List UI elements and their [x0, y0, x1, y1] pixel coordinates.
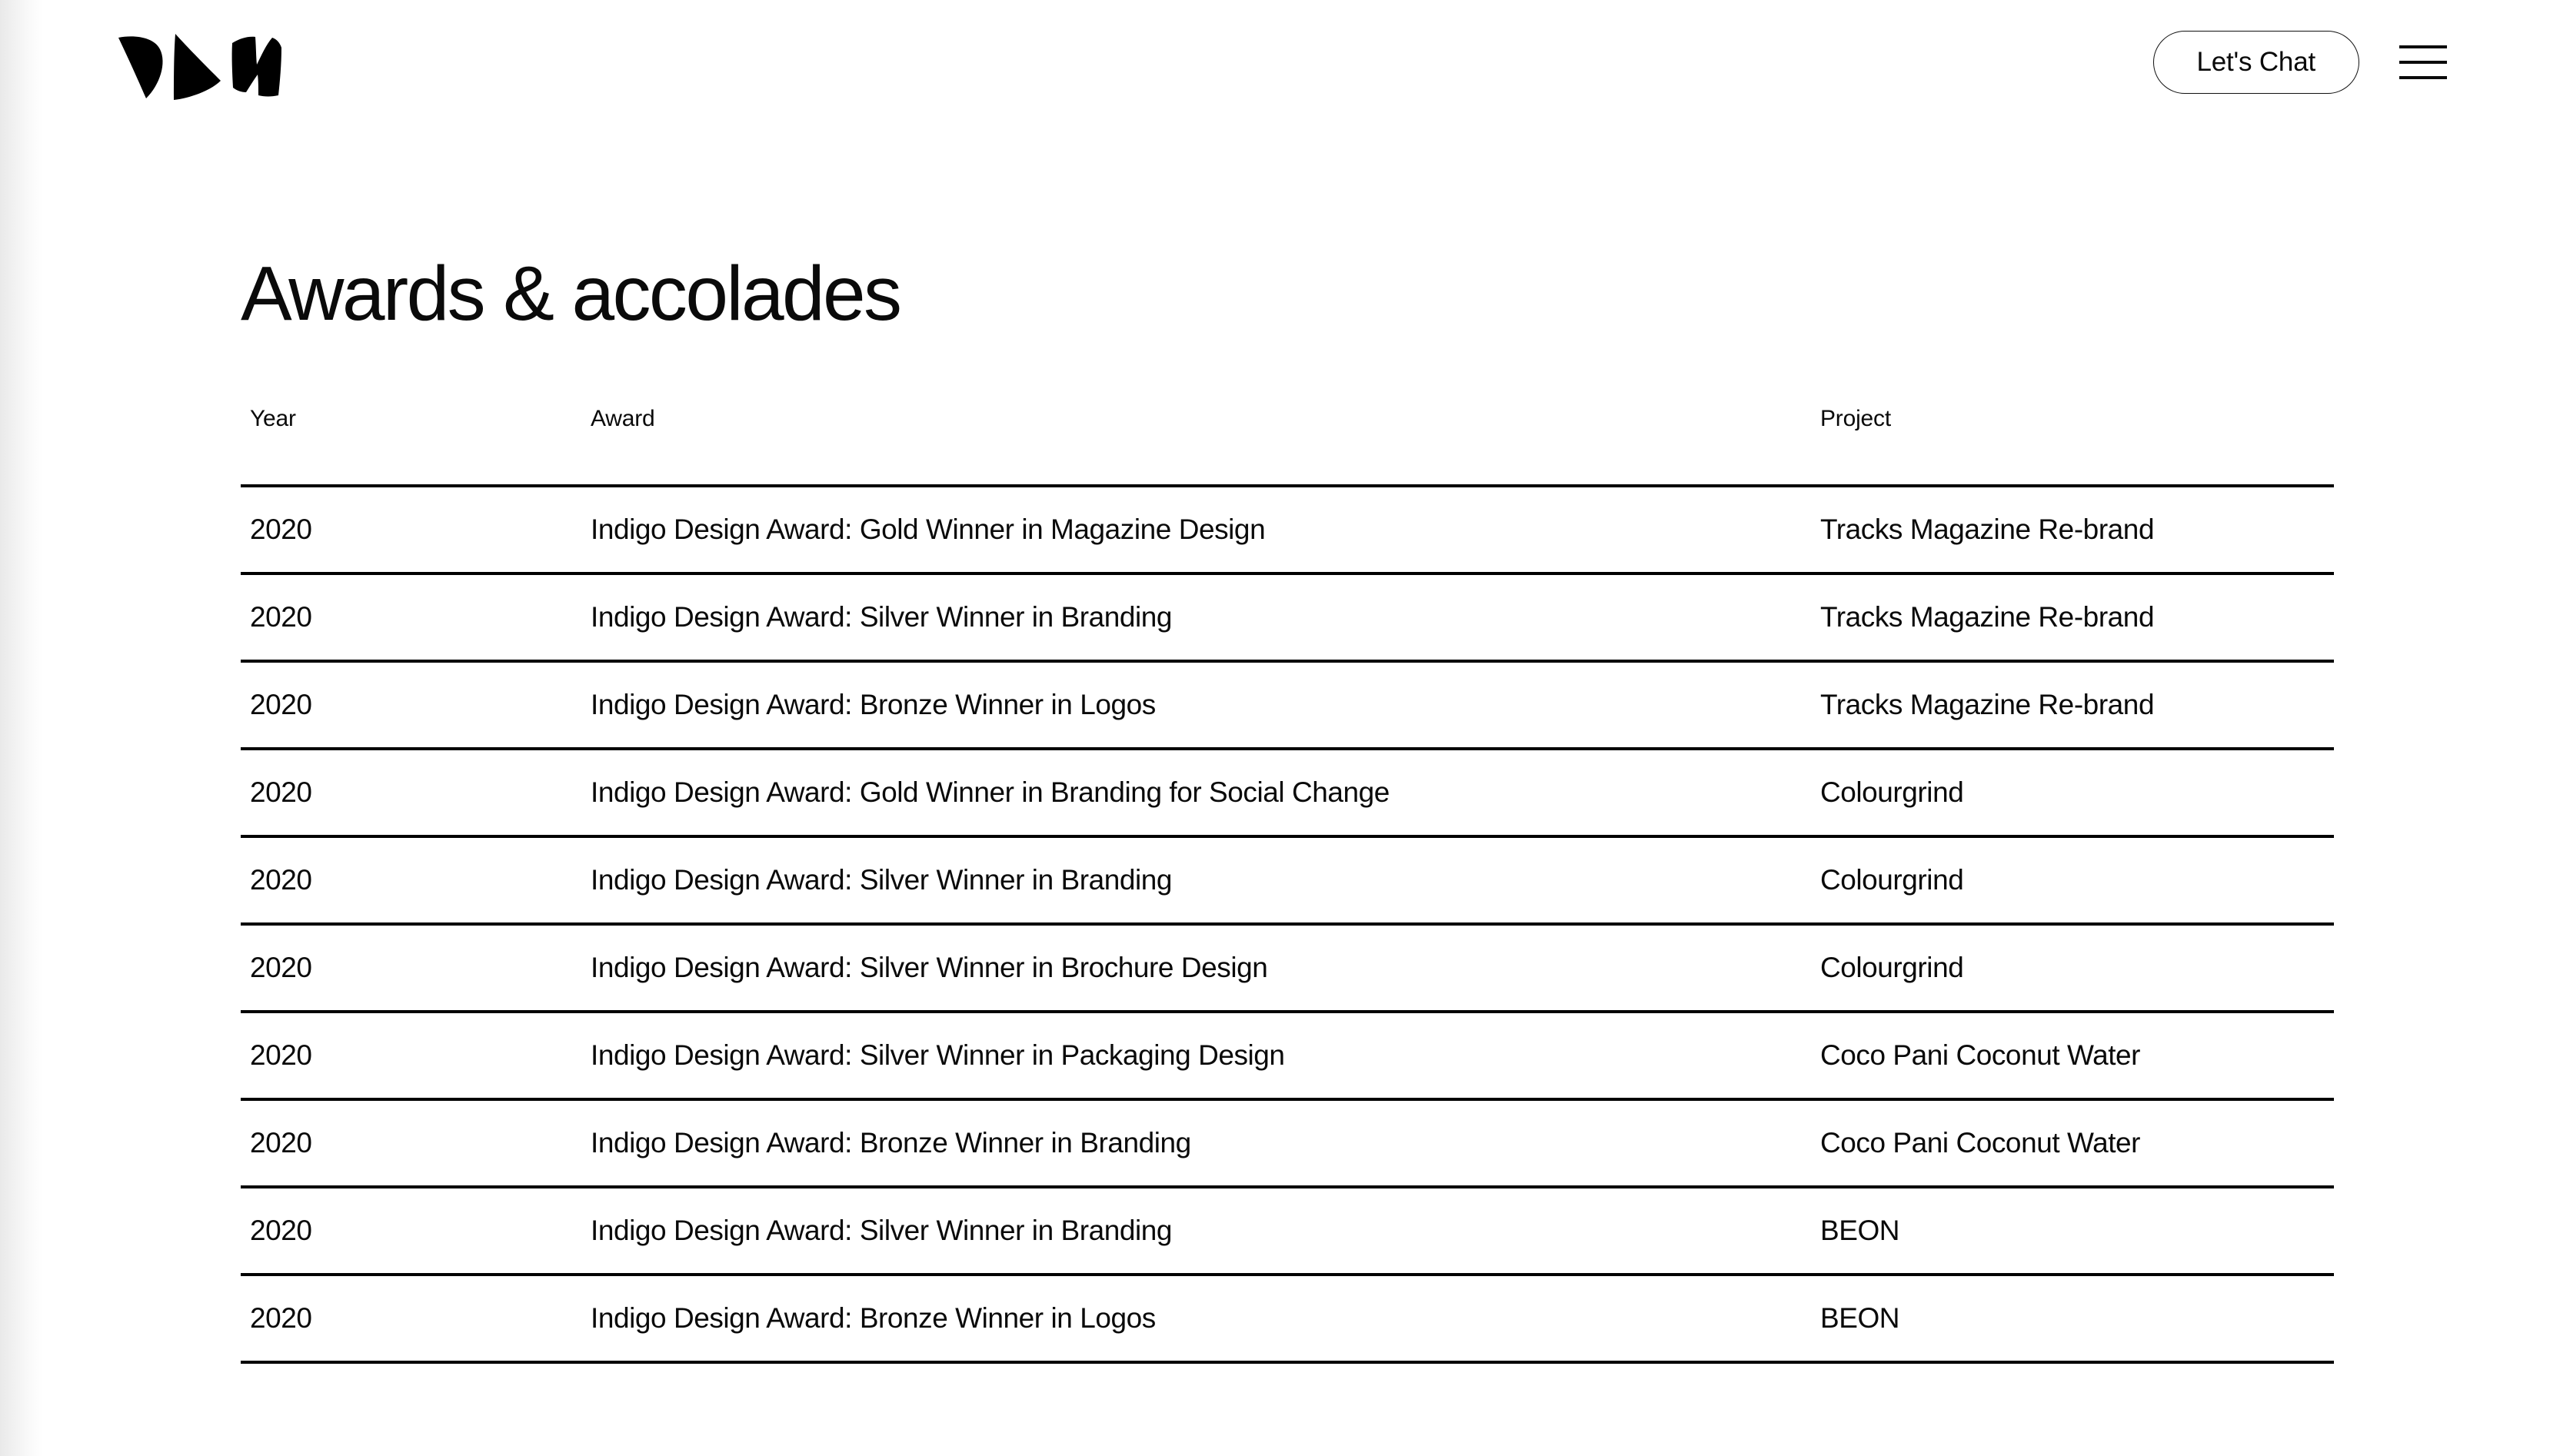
- cell-award: Indigo Design Award: Silver Winner in Brochure Design: [591, 924, 1820, 1012]
- cell-project: Tracks Magazine Re-brand: [1820, 573, 2334, 661]
- table-row: [241, 836, 2334, 924]
- header-actions: [2153, 31, 2570, 94]
- hamburger-bar: [2399, 61, 2447, 64]
- table-row: [241, 661, 2334, 749]
- cell-award: Indigo Design Award: Gold Winner in Magazine Design: [591, 486, 1820, 573]
- cell-project: Colourgrind: [1820, 836, 2334, 924]
- lets-chat-button[interactable]: Let's Chat: [2153, 31, 2360, 94]
- table-row: [241, 486, 2334, 573]
- cell-award: Indigo Design Award: Bronze Winner in Logos: [591, 661, 1820, 749]
- cell-year: 2020: [241, 1099, 591, 1187]
- cell-project: Tracks Magazine Re-brand: [1820, 486, 2334, 573]
- hamburger-bar: [2399, 45, 2447, 48]
- table-row: [241, 1187, 2334, 1275]
- page-edge-shadow: [0, 0, 43, 1456]
- column-header-year: Year: [241, 406, 591, 486]
- cell-year: 2020: [241, 836, 591, 924]
- cell-project: Colourgrind: [1820, 749, 2334, 836]
- cell-year: 2020: [241, 486, 591, 573]
- cell-award: Indigo Design Award: Silver Winner in Branding: [591, 573, 1820, 661]
- cell-project: Tracks Magazine Re-brand: [1820, 661, 2334, 749]
- table-row: [241, 749, 2334, 836]
- cell-award: Indigo Design Award: Gold Winner in Branding for Social Change: [591, 749, 1820, 836]
- cell-award: Indigo Design Award: Silver Winner in Branding: [591, 836, 1820, 924]
- cell-year: 2020: [241, 924, 591, 1012]
- cell-year: 2020: [241, 1187, 591, 1275]
- table-row: [241, 924, 2334, 1012]
- cell-project: BEON: [1820, 1187, 2334, 1275]
- column-header-project: Project: [1820, 406, 2334, 486]
- table-row: [241, 1012, 2334, 1099]
- cell-year: 2020: [241, 661, 591, 749]
- cell-project: BEON: [1820, 1275, 2334, 1362]
- page-title: Awards & accolades: [241, 251, 900, 337]
- cell-project: Coco Pani Coconut Water: [1820, 1099, 2334, 1187]
- brand-logo[interactable]: [115, 32, 286, 101]
- cell-year: 2020: [241, 1275, 591, 1362]
- table-row: [241, 573, 2334, 661]
- cell-award: Indigo Design Award: Silver Winner in Branding: [591, 1187, 1820, 1275]
- cell-award: Indigo Design Award: Bronze Winner in Branding: [591, 1099, 1820, 1187]
- site-header: [0, 0, 2570, 146]
- cell-year: 2020: [241, 1012, 591, 1099]
- table-header-row: [241, 406, 2334, 486]
- awards-table-head: [241, 406, 2334, 486]
- awards-table: [241, 406, 2334, 1364]
- cell-year: 2020: [241, 573, 591, 661]
- hamburger-menu-icon[interactable]: [2399, 38, 2447, 86]
- brand-logo-icon: [115, 32, 286, 101]
- awards-table-body: [241, 486, 2334, 1362]
- cell-project: Colourgrind: [1820, 924, 2334, 1012]
- cell-project: Coco Pani Coconut Water: [1820, 1012, 2334, 1099]
- hamburger-bar: [2399, 76, 2447, 79]
- cell-award: Indigo Design Award: Silver Winner in Packaging Design: [591, 1012, 1820, 1099]
- cell-year: 2020: [241, 749, 591, 836]
- table-row: [241, 1099, 2334, 1187]
- column-header-award: Award: [591, 406, 1820, 486]
- cell-award: Indigo Design Award: Bronze Winner in Logos: [591, 1275, 1820, 1362]
- table-row: [241, 1275, 2334, 1362]
